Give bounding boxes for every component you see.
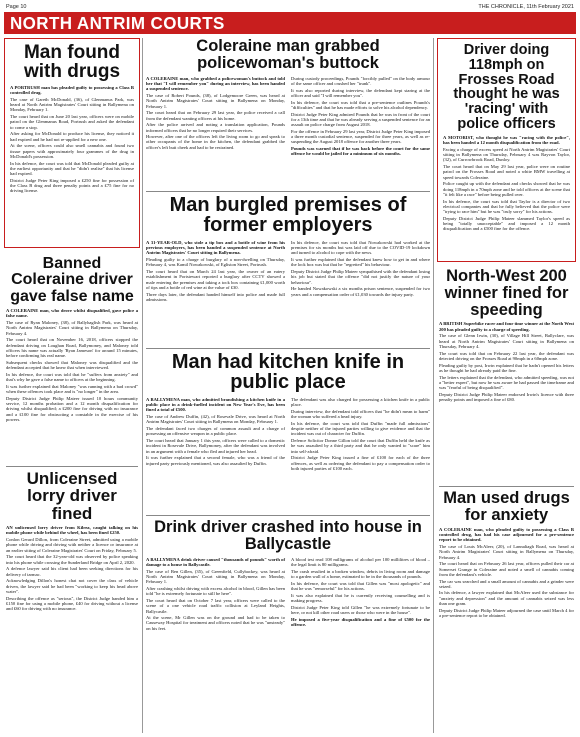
paragraph: A defence lawyer said his client had been seeking directions for his delivery of tarmac. [6,566,138,577]
masthead-date: THE CHRONICLE, 11th February 2021 [478,4,574,10]
headline: Man had kitchen knife in public place [171,352,405,394]
paragraph: Facing a charge of excess speed at North Antrim Magistrates' Court sitting in Ballymena on Thursday, February 4 was Rayvon Taylor, (32), of Currowbrook Road, Dunloy. [443,146,570,163]
standfirst: AN unlicensed lorry driver from Kilrea, caught talking on his mobile phone while behind the wheel, has been fined £250. [6,524,138,536]
paragraph: In his defence, the court was told that McDonald pleaded guilty at the earliest opportunity and that he "didn't realise" that his license had expired. [10,160,134,177]
paragraph: It was also explained that he is currently receiving counselling and is making progress. [291,592,430,603]
paragraph: The case of Louis McAleer, (20), of Lannaliagh Road, was heard at North Antrim Magistrates' Court sitting in Ballymena on Thursday, February 4. [439,543,574,560]
paragraph: Pleading guilty to a charge of burglary of a non-dwelling on Thursday, February 4, was Kamil Nowakowski, of Egliston Street, Portrush. [146,257,285,268]
paragraph: In his defence, the court was told that Taylor is a director of two electrical companies and that he fully believed that the police were "trying to race him" but he was "truly sorry" for his actions. [443,198,570,215]
paragraph: It was further explained that a second female, who was a friend of the injured party previously mentioned, was also assaulted by Duffin. [146,455,285,466]
paragraph: The court heard that on June 20 last year, officers were on mobile patrol on the Glenmanus Road, Portrush and asked the defendant to come a stop. [10,114,134,130]
section-banner [4,12,576,34]
headline: Driver doing 118mph on Frosses Road thought he was 'racing' with police officers [453,42,560,132]
paragraph: Deputy District Judge Philip Mateer sympathised with the defendant losing his job but stated that the offence "did not justify the nature of your behaviour". [291,269,430,285]
paragraph: The court heard that on March 24 last year, the owner of an eatery establishment in Portstewart reported a burglary after CCTV showed a male entering the premises and taking a tock box containing £1,000 worth of tips and a bottle of red wine at the value of £30. [146,269,285,290]
paragraph: A blood test read 108 milligrams of alcohol per 100 millilitres of blood – the legal limit is 80 milligrams. [291,556,430,567]
divider [146,191,430,192]
paragraph: In his defence, the court was told that Gillen was "most apologetic" and that he was "remorseful" for his actions. [291,580,430,591]
paragraph: Conlon Gerard Dillon, from Coleraine Street, admitted using a mobile phone while driving and driving with neither a licence or insurance at an earlier sitting of Coleraine Magistrates' Court on Friday, February 5. [6,536,138,553]
paragraph: Three days later, the defendant handed himself into police and made full admissions. [146,291,285,302]
paragraph: The case of Glenn Irwin, (30), of Village Hill Street, Ballyclare, was heard at North Antrim Magistrates' Court sitting in Ballymena on Thursday, February 4. [439,333,574,350]
paragraph: The case of Robert Pounds, (38), of Lodgemoore Green, was heard at North Antrim Magistrates' Court sitting in Ballymena on Monday, February 1. [146,92,285,109]
paragraph: Acknowledging Dillon's honest chat not cover the class of vehicle driven, the lawyer said he had been "working to keep his head above water". [6,578,138,594]
paragraph: It was further explained that Maloney "was running with a bad crowd" when these offences took place and is "no longer" in the area. [6,383,138,395]
article-man-found-with-drugs [4,38,140,248]
divider [146,348,430,349]
paragraph: The case of Gareth McDonald, (36), of Glenmanus Park, was heard at North Antrim Magistrates' Court sitting in Ballymena on Monday, February 1. [10,96,134,113]
paragraph: After the police arrived and noting a translation application, Pounds informed officers that he no longer required their services. [146,122,285,133]
article-man-used-drugs [439,490,574,733]
article-body [146,397,430,471]
article-banned-driver [6,256,138,462]
paragraph: For the offence in February 29 last year, District Judge Peter King imposed a three month custodial sentence, suspended for three years, as well as re-suspending the August 2018 offence for another three years. [291,128,430,145]
standfirst: A MOTORIST, who thought he was "racing with the police", has been handed a 12 month disqualification from the road. [443,134,570,145]
headline: Coleraine man grabbed policewoman's buttock [196,38,380,72]
paragraph: The court heard that on October 7 last year, officers were called to the scene of a one vehicle road traffic collision at Leyland Heights, Ballycastle. [146,597,285,614]
paragraph: Describing the offence as "serious", the District Judge handed him a £150 fine for using a mobile phone, £40 for driving without a license and £60 for driving with no insurance. [6,595,138,612]
paragraph: District Judge Peter King imposed a £250 fine for possession of the Class B drug and three penalty points and a £75 fine for no driving license. [10,177,134,194]
paragraph: In his defence, the court was told that Duffin "made full admissions" despite neither of the injured parties willing to give evidence and that the incident was out of character for Duffin. [291,420,430,437]
paragraph: District Judge Peter King admired Pounds that he was in front of the court for a 13th time and that he was already serving a suspended sentence for an assault on police charge from August 2018. [291,111,430,128]
article-body [6,525,138,611]
paragraph: Deputy District Judge Philip Mateer adjourned the case until March 4 for a pre-sentence report to be obtained. [439,607,574,619]
paragraph: After asking for McDonald to produce his license, they noticed it had expired and he had not re-applied for a new one. [10,131,134,142]
paragraph: In his defence, the court was told that a pre-sentence outlines Pounds's "difficulties" and that he has made efforts to solve his alcohol dependency. [291,99,430,110]
paragraph: The defendant faced two charges of common assault and a charge of possessing an offensive weapon in a public place. [146,426,285,437]
article-body [6,308,138,422]
paragraph: He imposed a five-year disqualification and a fine of £500 for the offence. [291,616,430,627]
paragraph: The case of Ryan Maloney, (38), of Ballyhaglish Park, was heard at North Antrim Magistrates' Court sitting in Ballymena on Thursday, February 4. [6,319,138,336]
paragraph: The court heard that January 1 this year, officers were called to a domestic incident in Rosevale Drive, Ballymoney, after the defendant was involved in an argument with a female who fled and injured her head. [146,438,285,454]
standfirst: A 31-YEAR-OLD, who stole a tip box and a bottle of wine from his previous employers, has been handed a suspended sentence at North Antrim Magistrates' Court sitting in Ballymena. [146,239,285,256]
headline: Man found with drugs [23,42,121,83]
divider [146,515,430,516]
page-number: Page 10 [6,4,27,10]
paragraph: The court was told that on February 22 last year, the defendant was detected driving on the Frosses Road at 90mph in a 60mph zone. [439,350,574,362]
headline: Banned Coleraine driver gave false name [10,256,134,305]
paragraph: Deputy District Judge Philip Mateer issued 10 hours community service, 12 months probation and a 12 month disqualification for driving whilst disqualified; a £200 fine for driving with no insurance and a £100 fine for obstructing a constable in the exercise of his powers. [6,395,138,422]
paragraph: In his defence, the court was told that he "suffers from anxiety" and that's why he gave a false name to officers at the beginning. [6,371,138,383]
standfirst: A COLERAINE man, who drove whilst disqualified, gave police a false name. [6,307,138,319]
paragraph: During custody proceedings, Pounds "forcibly pulled" on the body armour of the same officer and crushed her "trunk". [291,75,430,86]
paragraph: At the scene, officers could also smell cannabis and found two tissue papers with approximately four grammes of the drug in McDonald's possession. [10,143,134,159]
article-driver-118mph [437,38,576,262]
article-body [146,557,430,631]
paragraph: Pleading guilty by post, Irwin explained that he hadn't opened his letters as he thought he had already paid the fine. [439,362,574,374]
standfirst: A BALLYMENA drink driver caused "thousands of pounds" worth of damage to a house in Ballycastle. [146,556,285,567]
paragraph: In his defence, a lawyer explained that McAleer used the substance for "anxiety and depression" and the amount of cannabis seized was less than one gram. [439,590,574,607]
standfirst: A COLERAINE man, who pleaded guilty to possessing a Class B controlled drug, has had his case adjourned for a pre-sentence report to be obtained. [439,526,574,543]
paragraph: Police caught up with the defendant and checks showed that he was doing 118mph in a 70mph zone and he told officers at the scene that "it felt like a race" before being pulled over. [443,181,570,197]
paragraph: The court heard that on May 29 last year, police were on routine patrol on the Frosses Road and noted a white BMW travelling at speed towards Coleraine. [443,163,570,180]
paragraph: The defendant was also charged for possessing a kitchen knife in a public place. [291,396,430,408]
section-title: NORTH ANTRIM COURTS [10,13,225,34]
standfirst: A COLERAINE man, who grabbed a policewoman's buttock and told her that "I will remember you" during an interview, has been handed a suspended sentence. [146,75,285,92]
article-body [443,135,570,232]
paragraph: District Judge Peter King told Gillen "he was extremely fortunate to be here, or not kill other road users or those who were in the house". [291,604,430,615]
column-rule [142,38,143,733]
divider [439,486,574,487]
paragraph: It was further explained that the defendant knew how to get in and where the lock box was but that he "regretted" his behaviour. [291,257,430,268]
headline: North-West 200 winner fined for speeding [444,268,569,319]
paragraph: However, after one of the officers left the living room to go and speak to other occupants of the home in the kitchen, the defendant grabbed the officer's left butt cheek and had to be restrained. [146,134,285,150]
paragraph: Deputy District Judge Philip Mateer slammed Taylor's speed as being "totally unacceptable" and imposed a 12 month disqualification and a £500 fine for the offence. [443,215,570,232]
masthead: THE CHRONICLE [478,4,524,10]
paragraph: He handed Nowakowski a six months prison sentence, suspended for two years and a compensation order of £1,030 towards the injury party. [291,286,430,297]
paragraph: The court heard that the 32-year-old was observed by police speaking into his phone while crossing the Sunderland Bridge on April 2, 2020. [6,554,138,565]
headline: Unlicensed lorry driver fined [26,470,118,523]
paragraph: Defence Solicitor Donne Gillon told the court that Duffin held the knife as he was assaulted by a third party and that he only wanted to "scare" him into self-afraid. [291,438,430,454]
standfirst: A BALLYMENA man, who admitted brandishing a kitchen knife in a public place in a drink-fuelled incident on New Year's Eve, has been fined a total of £500. [146,396,285,413]
paragraph: The court heard that on February 26 last year, officers pulled their car at Somerset Grange in Coleraine and noted a smell of cannabis coming from the defendant's vehicle. [439,561,574,577]
article-unlicensed-lorry-driver [6,470,138,733]
paragraph: The court heard that on November 16, 2018, officers stopped the defendant driving on Loughan Road, Ballymoney, and Maloney told officers his name was actually 'Ryan Jameson' for around 15 minutes, before confirming his real name. [6,337,138,359]
issue-date: 11th February 2021 [526,4,574,10]
paragraph: District Judge Peter King issued a fine of £100 for each of the three offences, as well as ordering the defendant to pay a compensation order to both injured parties of £100 each. [291,455,430,471]
article-body [439,527,574,619]
paragraph: Subsequent checks showed that Maloney was disqualified and the defendant accepted that he knew that when interviewed. [6,359,138,371]
paragraph: The case of Ben Gillen, (35), of Greenfield, Cullybackey, was heard at North Antrim Magistrates' Court sitting in Ballymena on Monday, February 1. [146,568,285,585]
article-body [439,321,574,402]
headline: Drink driver crashed into house in Ballycastle [154,519,422,553]
divider [6,466,138,467]
paragraph: The case of Andrew Duffin, (42), of Rosevale Drive, was heard at North Antrim Magistrates' Court sitting in Ballymena on Monday, February 1. [146,414,285,425]
article-drink-driver-crashed [146,519,430,733]
standfirst: A PORTRUSH man has pleaded guilty to possessing a Class B controlled drug. [10,84,134,96]
headline: Man used drugs for anxiety [443,490,570,524]
paragraph: The court heard that on February 29 last year, the police received a call from the defendant wanting officers at his home. [146,110,285,121]
article-coleraine-man-grabbed [146,38,430,188]
article-kitchen-knife [146,352,430,512]
paragraph: After crashing whilst driving with excess alcohol in blood, Gillen has been told "he is extremely fortunate to still be here". [146,585,285,597]
column-rule [433,38,434,733]
article-body [146,240,430,302]
paragraph: The car was searched and a small amount of cannabis and a grinder were seized. [439,578,574,589]
paragraph: At the scene, Mr Gillen was on the ground and had to be taken to Causeway Hospital for treatment and officers noted that he was "unsteady" on his feet. [146,615,285,631]
article-body [146,76,430,157]
article-body [10,85,134,194]
headline: Man burgled premises of former employers [169,195,407,237]
paragraph: During interview, the defendant told officers that "he didn't mean to harm" the woman who suffered a head injury. [291,408,430,420]
paragraph: In his defence, the court was told that Nowakowski had worked at the premises for six months but was laid off due to the COVID-19 lockdown and turned to alcohol to cope with the news. [291,239,430,256]
standfirst: A BRITISH Superbike racer and four time winner at the North West 200 has pleaded guilty to a charge of speeding. [439,321,574,332]
paragraph: The crash resulted in a broken window, debris in living room and damage to a garden wall of a home, estimated to be in the thousands of pounds. [291,568,430,579]
paragraph: Pounds was warned that if he was back before the court for the same offence he would be jailed for a minimum of six months. [291,146,430,157]
paragraph: Deputy District Judge Philip Mateer endorsed Irwin's licence with three penalty points and imposed a fine of £80. [439,392,574,403]
article-man-burgled-premises [146,195,430,345]
paragraph: The letters explained that the defendant, who admitted speeding, was not a "better expert", but now he was aware he had passed the timeframe and was "fearful of being disqualified". [439,374,574,391]
paragraph: It was also reported during interview, the defendant kept staring at the officer and said "I will remember you". [291,87,430,98]
page-header [4,2,576,12]
article-north-west-200-winner [439,268,574,483]
